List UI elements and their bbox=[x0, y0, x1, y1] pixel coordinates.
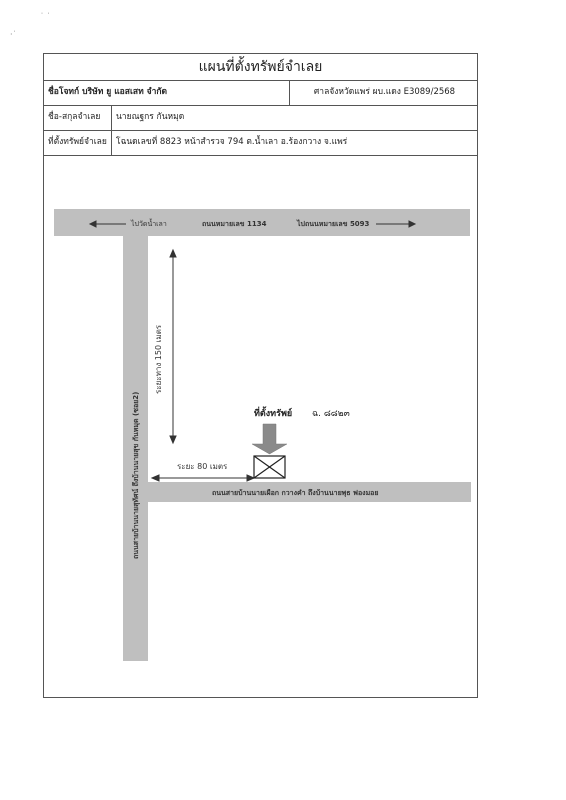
bottom-road-name: ถนนสายบ้านนายเผือก กวางคำ ถึงบ้านนายพุธ ฟองมอย bbox=[212, 489, 379, 497]
property-deed-number: ฉ. ๘๘๒๓ bbox=[312, 409, 350, 419]
court-case-text: ศาลจังหวัดแพร่ ผบ.แดง E3089/2568 bbox=[313, 87, 456, 97]
scan-speck: ·˙ bbox=[10, 30, 17, 39]
location-map bbox=[44, 54, 479, 699]
page-title: แผนที่ตั้งทรัพย์จำเลย bbox=[44, 54, 477, 81]
property-pointer-arrow bbox=[252, 424, 287, 454]
horizontal-distance-arrow bbox=[152, 475, 254, 481]
defendant-value: นายณฐกร กันหมุด bbox=[111, 105, 479, 130]
property-marker-icon bbox=[254, 456, 285, 478]
location-label: ที่ตั้งทรัพย์จำเลย bbox=[48, 137, 107, 147]
left-road-name: ถนนสายบ้านนายสุทัศน์ ถึงบ้านนายสุข กันหมุด (ซอย2) bbox=[132, 391, 140, 559]
scan-speck: ˙ ˙ bbox=[40, 12, 51, 21]
plaintiff-label: ชื่อโจทก์ bbox=[48, 87, 80, 97]
defendant-label: ชื่อ-สกุลจำเลย bbox=[48, 112, 101, 122]
top-road-right-label: ไปถนนหมายเลข 5093 bbox=[297, 220, 370, 228]
location-value: โฉนดเลขที่ 8823 หน้าสำรวจ 794 ต.น้ำเลา อ.ร้องกวาง จ.แพร่ bbox=[111, 130, 479, 155]
horizontal-distance-label: ระยะ 80 เมตร bbox=[177, 462, 228, 471]
top-road-name: ถนนหมายเลข 1134 bbox=[202, 220, 267, 228]
vertical-distance-arrow bbox=[170, 250, 176, 443]
property-label: ที่ตั้งทรัพย์ bbox=[254, 409, 293, 419]
top-road-left-label: ไปวัดน้ำเลา bbox=[131, 220, 167, 228]
vertical-distance-label: ระยะทาง 150 เมตร bbox=[154, 324, 163, 394]
document-frame bbox=[43, 53, 478, 698]
plaintiff-value: บริษัท ยู แอสเสท จำกัด bbox=[82, 87, 168, 97]
